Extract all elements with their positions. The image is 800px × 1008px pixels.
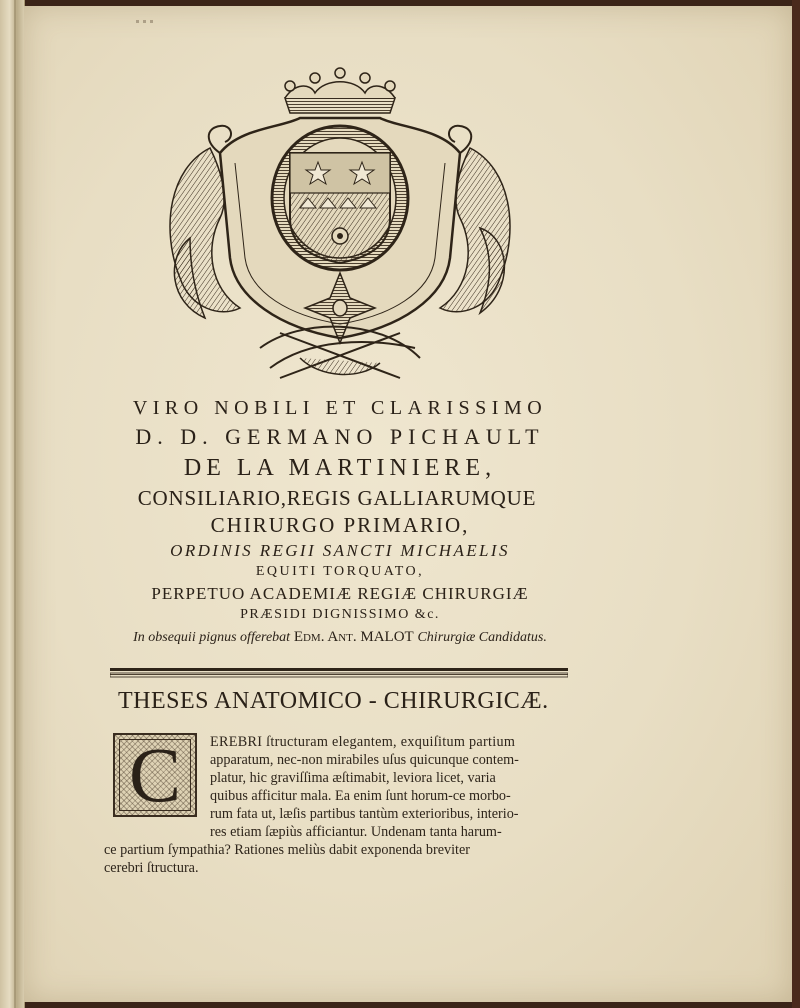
dedication-line-7: EQUITI TORQUATO, [255, 564, 425, 579]
crown-ornament [285, 68, 395, 113]
body-line-8: cerebri ſtructura. [104, 860, 199, 876]
author-role: Chirurgiæ Candidatus. [417, 630, 547, 645]
dedication-line-6: ORDINIS REGII SANCTI MICHAELIS [170, 541, 510, 560]
body-line-7: ce partium ſympathia? Rationes meliùs dabit exponenda breviter [104, 842, 471, 858]
book-binding-gutter [0, 0, 25, 1008]
body-line-4: quibus afficitur mala. Ea enim ſunt horum-ce morbo- [210, 788, 511, 804]
body-line-2: apparatum, nec-non mirabiles uſus quicunque contem- [210, 752, 519, 768]
body-line-3: platur, hic graviſſima æſtimabit, leviora licet, varia [210, 770, 496, 786]
page-edge [792, 0, 800, 1008]
section-heading: THESES ANATOMICO - CHIRURGICÆ. [118, 688, 549, 714]
body-line-6: res etiam ſæpiùs afficiantur. Undenam tanta harum- [210, 824, 502, 840]
dedication-offering-phrase: In obsequii pignus offerebat [133, 630, 291, 645]
body-line-1: EREBRI ſtructuram elegantem, exquiſitum partium [210, 734, 516, 750]
ornamental-rule [110, 667, 568, 679]
library-stamp-mark [134, 12, 214, 42]
dedication-line-3: DE LA MARTINIERE, [183, 455, 497, 481]
body-paragraph [104, 733, 566, 877]
body-line-5: rum fata ut, læſis partibus tantùm exterioribus, interio- [210, 806, 519, 822]
dedication-block [90, 398, 590, 645]
dedication-line-9: PRÆSIDI DIGNISSIMO &c. [240, 607, 440, 622]
dropcap-letter: C [128, 731, 182, 818]
dedication-line-5: CHIRURGO PRIMARIO, [210, 513, 470, 537]
dedication-line-8: PERPETUO ACADEMIÆ REGIÆ CHIRURGIÆ [151, 584, 529, 603]
dedication-line-2: D. D. GERMANO PICHAULT [135, 424, 545, 449]
dedication-line-4: CONSILIARIO,REGIS GALLIARUMQUE [137, 486, 537, 510]
coat-of-arms-engraving [150, 58, 530, 388]
dedication-signature-line [90, 630, 590, 645]
dedication-line-1: VIRO NOBILI ET CLARISSIMO [132, 397, 548, 419]
author-name: Edm. Ant. MALOT [293, 629, 414, 645]
